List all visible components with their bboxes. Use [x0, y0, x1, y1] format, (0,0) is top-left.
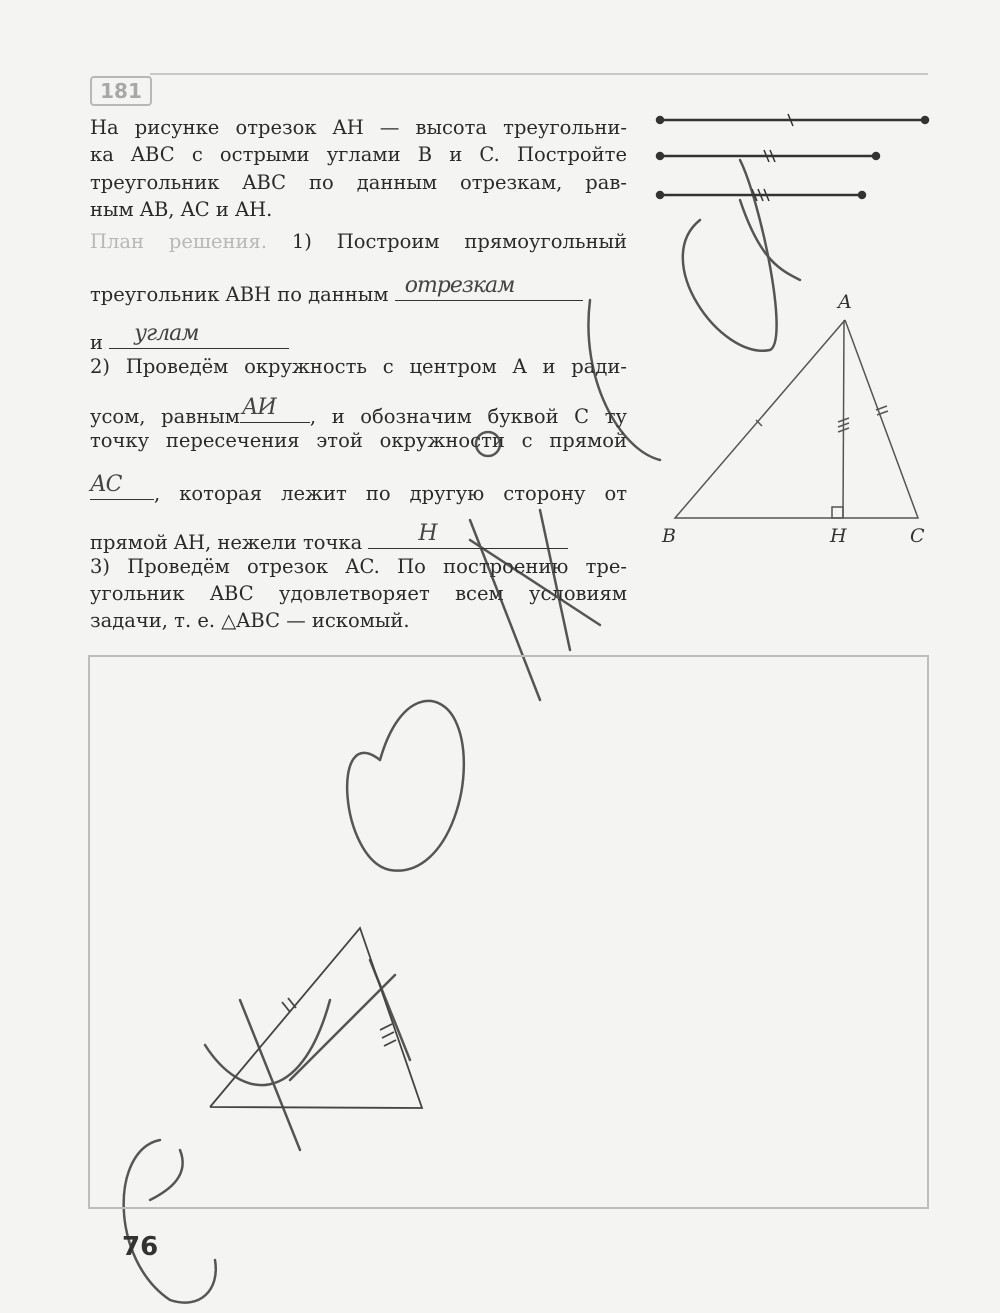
plan-text: , которая лежит по другую сторону от [154, 482, 627, 505]
vertex-label-b: B [662, 525, 676, 547]
handwritten-answer: АС [90, 472, 122, 497]
statement-line: ка ABC с острыми углами B и C. Постройте [90, 143, 627, 166]
plan-label: План решения. [90, 230, 268, 253]
handwritten-answer: углам [134, 321, 199, 346]
page-number: 76 [122, 1232, 159, 1262]
drawing-area [88, 655, 929, 1209]
handwritten-answer: АИ [241, 395, 276, 420]
vertex-label-c: C [910, 525, 925, 547]
vertex-label-h: H [830, 525, 847, 547]
statement-line: На рисунке отрезок AH — высота треугольни- [90, 116, 627, 139]
plan-line-9: 3) Проведём отрезок AC. По построению тре- [90, 555, 627, 578]
plan-text: и [90, 331, 103, 354]
handwritten-answer: Н [418, 521, 437, 546]
plan-text: , и обозначим буквой C ту [309, 405, 627, 428]
plan-line-6: точку пересечения этой окружности с прямой [90, 429, 627, 452]
plan-line-10: угольник ABC удовлетворяет всем условиям [90, 582, 627, 605]
handwritten-answer: отрезкам [404, 273, 515, 298]
plan-line-11: задачи, т. е. △ABC — искомый. [90, 609, 410, 632]
plan-text: прямой AH, нежели точка [90, 531, 363, 554]
given-segments [657, 114, 928, 201]
plan-text: 1) Построим прямоугольный [291, 230, 627, 253]
altitude-ah [843, 320, 844, 518]
plan-text: треугольник ABH по данным [90, 283, 389, 306]
vertex-label-a: A [838, 291, 852, 313]
triangle-abc [675, 320, 918, 518]
problem-number: 181 [90, 76, 152, 106]
plan-line-4: 2) Проведём окружность с центром A и ради- [90, 355, 627, 378]
statement-line: ным AB, AC и AH. [90, 198, 273, 221]
plan-text: усом, равным [90, 405, 240, 428]
statement-line: треугольник ABC по данным отрезкам, рав- [90, 171, 627, 194]
